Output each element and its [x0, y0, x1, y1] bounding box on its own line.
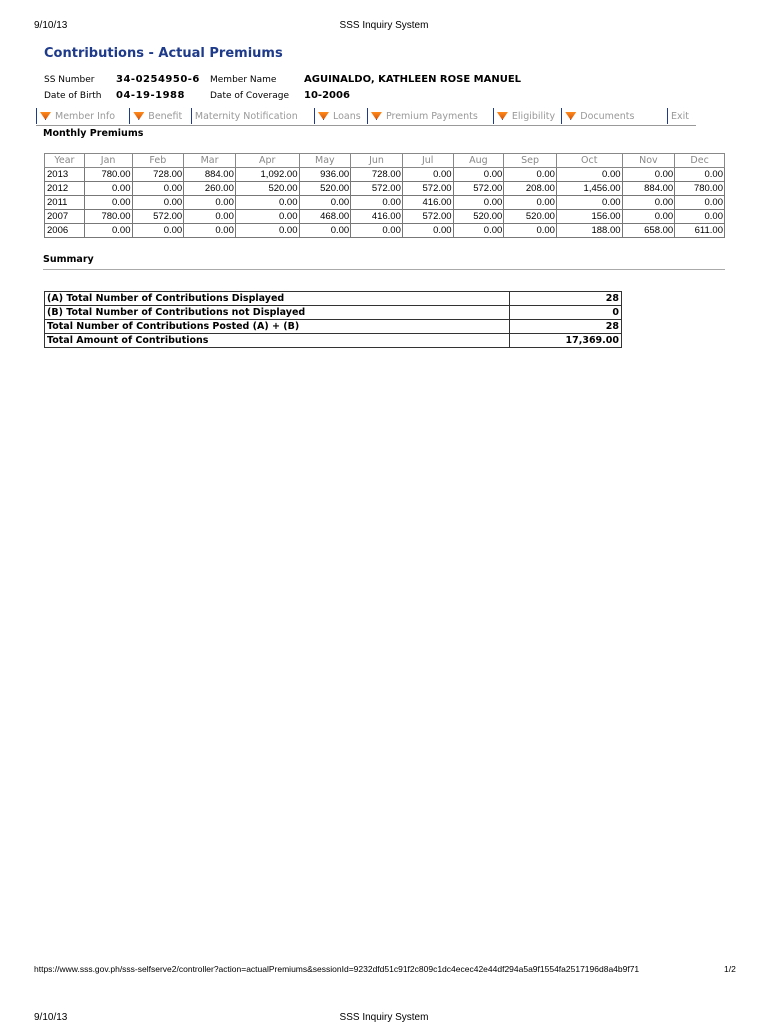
year-cell: 2007 [45, 210, 85, 224]
summary-label: Total Number of Contributions Posted (A) + (B) [45, 320, 510, 334]
member-name-label: Member Name [210, 75, 277, 85]
column-header: Apr [235, 154, 299, 168]
premium-cell: 1,092.00 [235, 168, 299, 182]
premium-cell: 0.00 [453, 224, 504, 238]
premium-cell: 658.00 [622, 224, 675, 238]
column-header: Oct [556, 154, 622, 168]
dob-label: Date of Birth [44, 91, 102, 101]
nav-premium-payments[interactable]: Premium Payments [367, 108, 493, 124]
premium-cell: 0.00 [84, 224, 132, 238]
year-cell: 2012 [45, 182, 85, 196]
table-row [45, 210, 725, 224]
column-header: Nov [622, 154, 675, 168]
premium-cell: 468.00 [299, 210, 351, 224]
premium-cell: 572.00 [402, 210, 453, 224]
nav-benefit[interactable]: Benefit [129, 108, 191, 124]
table-row [45, 224, 725, 238]
dropdown-arrow-icon [318, 112, 329, 120]
premium-cell: 0.00 [84, 182, 132, 196]
premium-cell: 260.00 [184, 182, 236, 196]
premium-cell: 0.00 [184, 224, 236, 238]
print-header [0, 0, 768, 31]
premium-cell: 611.00 [675, 224, 725, 238]
premium-cell: 572.00 [132, 210, 184, 224]
monthly-premiums-table [44, 153, 725, 238]
premium-cell: 0.00 [675, 196, 725, 210]
print-date: 9/10/13 [34, 20, 68, 31]
nav-eligibility[interactable]: Eligibility [493, 108, 561, 124]
premium-cell: 416.00 [402, 196, 453, 210]
premium-cell: 0.00 [235, 224, 299, 238]
year-cell: 2013 [45, 168, 85, 182]
premium-cell: 780.00 [84, 168, 132, 182]
member-info-panel [44, 72, 521, 104]
premium-cell: 520.00 [504, 210, 557, 224]
summary-value: 17,369.00 [510, 334, 622, 348]
premium-cell: 0.00 [504, 168, 557, 182]
ss-number-value: 34-0254950-6 [116, 74, 200, 85]
premium-cell: 0.00 [84, 196, 132, 210]
premium-cell: 0.00 [351, 224, 403, 238]
summary-table [44, 291, 622, 348]
year-cell: 2006 [45, 224, 85, 238]
nav-loans[interactable]: Loans [314, 108, 367, 124]
column-header: Year [45, 154, 85, 168]
premium-cell: 0.00 [402, 168, 453, 182]
table-row [45, 182, 725, 196]
dropdown-arrow-icon [497, 112, 508, 120]
premium-cell: 0.00 [453, 168, 504, 182]
table-header-row [45, 154, 725, 168]
summary-row [45, 306, 622, 320]
premium-cell: 0.00 [675, 168, 725, 182]
premium-cell: 0.00 [402, 224, 453, 238]
premium-cell: 0.00 [235, 210, 299, 224]
summary-divider [43, 269, 725, 270]
print-title: SSS Inquiry System [339, 20, 429, 31]
footer-url: https://www.sss.gov.ph/sss-selfserve2/controller?action=actualPremiums&sessionId=9232dfd51c91f2c809c1dc4ecec42e44df294a5a9f1554fa2517196d8a4b9f71 [34, 964, 640, 974]
print-date-page2: 9/10/13 [34, 1012, 68, 1023]
table-row [45, 196, 725, 210]
premium-cell: 520.00 [235, 182, 299, 196]
premium-cell: 572.00 [402, 182, 453, 196]
premium-cell: 0.00 [132, 196, 184, 210]
nav-bar [36, 108, 696, 126]
dropdown-arrow-icon [40, 112, 51, 120]
summary-row [45, 320, 622, 334]
premium-cell: 728.00 [132, 168, 184, 182]
premium-cell: 936.00 [299, 168, 351, 182]
premium-cell: 208.00 [504, 182, 557, 196]
year-cell: 2011 [45, 196, 85, 210]
column-header: Dec [675, 154, 725, 168]
column-header: Jan [84, 154, 132, 168]
premium-cell: 572.00 [351, 182, 403, 196]
premium-cell: 884.00 [184, 168, 236, 182]
monthly-premiums-heading: Monthly Premiums [43, 128, 144, 139]
premium-cell: 780.00 [675, 182, 725, 196]
nav-documents[interactable]: Documents [561, 108, 667, 124]
nav-exit[interactable]: Exit [667, 108, 696, 124]
premium-cell: 0.00 [675, 210, 725, 224]
column-header: Sep [504, 154, 557, 168]
column-header: Feb [132, 154, 184, 168]
footer-page-number: 1/2 [724, 964, 736, 974]
coverage-value: 10-2006 [304, 90, 350, 101]
summary-label: Total Amount of Contributions [45, 334, 510, 348]
premium-cell: 0.00 [132, 224, 184, 238]
premium-cell: 0.00 [184, 196, 236, 210]
summary-label: (B) Total Number of Contributions not Displayed [45, 306, 510, 320]
premium-cell: 0.00 [622, 196, 675, 210]
summary-value: 28 [510, 320, 622, 334]
column-header: May [299, 154, 351, 168]
summary-value: 28 [510, 292, 622, 306]
column-header: Jun [351, 154, 403, 168]
premium-cell: 0.00 [184, 210, 236, 224]
premium-cell: 0.00 [132, 182, 184, 196]
premium-cell: 0.00 [622, 168, 675, 182]
premium-cell: 1,456.00 [556, 182, 622, 196]
summary-row [45, 292, 622, 306]
premium-cell: 0.00 [351, 196, 403, 210]
premium-cell: 0.00 [556, 168, 622, 182]
member-name-value: AGUINALDO, KATHLEEN ROSE MANUEL [304, 74, 522, 85]
premium-cell: 728.00 [351, 168, 403, 182]
summary-label: (A) Total Number of Contributions Displayed [45, 292, 510, 306]
summary-value: 0 [510, 306, 622, 320]
premium-cell: 0.00 [299, 196, 351, 210]
page-title: Contributions - Actual Premiums [44, 46, 283, 61]
table-row [45, 168, 725, 182]
premium-cell: 416.00 [351, 210, 403, 224]
coverage-label: Date of Coverage [210, 91, 290, 101]
premium-cell: 780.00 [84, 210, 132, 224]
premium-cell: 0.00 [299, 224, 351, 238]
column-header: Jul [402, 154, 453, 168]
column-header: Aug [453, 154, 504, 168]
nav-member-info[interactable]: Member Info [36, 108, 129, 124]
premium-cell: 520.00 [453, 210, 504, 224]
dropdown-arrow-icon [371, 112, 382, 120]
premium-cell: 0.00 [235, 196, 299, 210]
dropdown-arrow-icon [133, 112, 144, 120]
premium-cell: 188.00 [556, 224, 622, 238]
summary-row [45, 334, 622, 348]
premium-cell: 0.00 [622, 210, 675, 224]
premium-cell: 0.00 [556, 196, 622, 210]
print-title-page2: SSS Inquiry System [339, 1012, 429, 1023]
premium-cell: 520.00 [299, 182, 351, 196]
dropdown-arrow-icon [565, 112, 576, 120]
nav-divider [36, 125, 696, 126]
dob-value: 04-19-1988 [116, 90, 185, 101]
column-header: Mar [184, 154, 236, 168]
premium-cell: 0.00 [504, 196, 557, 210]
premium-cell: 0.00 [504, 224, 557, 238]
premium-cell: 156.00 [556, 210, 622, 224]
premium-cell: 884.00 [622, 182, 675, 196]
nav-maternity-notification[interactable]: Maternity Notification [191, 108, 314, 124]
premium-cell: 0.00 [453, 196, 504, 210]
premium-cell: 572.00 [453, 182, 504, 196]
summary-heading: Summary [43, 254, 94, 265]
ss-number-label: SS Number [44, 75, 95, 85]
